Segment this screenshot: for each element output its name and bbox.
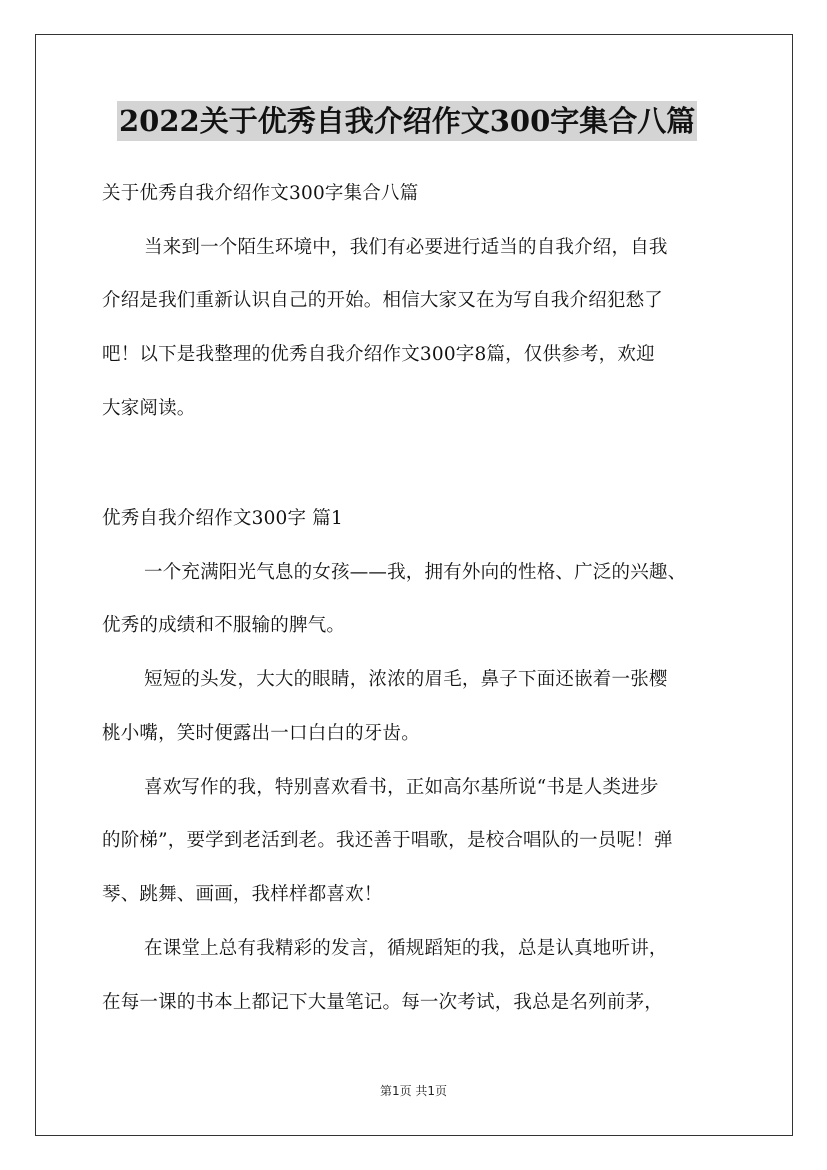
body-line: 琴、跳舞、画画，我样样都喜欢！ xyxy=(102,884,383,905)
section-heading: 优秀自我介绍作文300字 篇1 xyxy=(102,508,343,529)
intro-line: 介绍是我们重新认识自己的开始。相信大家又在为写自我介绍犯愁了 xyxy=(102,290,664,311)
body-line: 一个充满阳光气息的女孩——我，拥有外向的性格、广泛的兴趣、 xyxy=(144,562,687,583)
body-line: 在每一课的书本上都记下大量笔记。每一次考试，我总是名列前茅， xyxy=(102,992,664,1013)
body-line: 优秀的成绩和不服输的脾气。 xyxy=(102,615,346,636)
document-title: 2022关于优秀自我介绍作文300字集合八篇 xyxy=(117,101,697,141)
body-line: 在课堂上总有我精彩的发言，循规蹈矩的我，总是认真地听讲， xyxy=(144,938,668,959)
intro-line: 当来到一个陌生环境中，我们有必要进行适当的自我介绍，自我 xyxy=(144,237,668,258)
page-number-footer: 第1页 共1页 xyxy=(379,1084,448,1098)
body-line: 的阶梯”，要学到老活到老。我还善于唱歌，是校合唱队的一员呢！弹 xyxy=(102,830,673,851)
intro-line: 大家阅读。 xyxy=(102,398,196,419)
body-line: 桃小嘴，笑时便露出一口白白的牙齿。 xyxy=(102,723,420,744)
intro-line: 吧！以下是我整理的优秀自我介绍作文300字8篇，仅供参考，欢迎 xyxy=(102,344,655,365)
body-line: 短短的头发，大大的眼睛，浓浓的眉毛，鼻子下面还嵌着一张樱 xyxy=(144,669,668,690)
document-subtitle: 关于优秀自我介绍作文300字集合八篇 xyxy=(102,183,419,204)
body-line: 喜欢写作的我，特别喜欢看书，正如高尔基所说“书是人类进步 xyxy=(144,777,659,798)
